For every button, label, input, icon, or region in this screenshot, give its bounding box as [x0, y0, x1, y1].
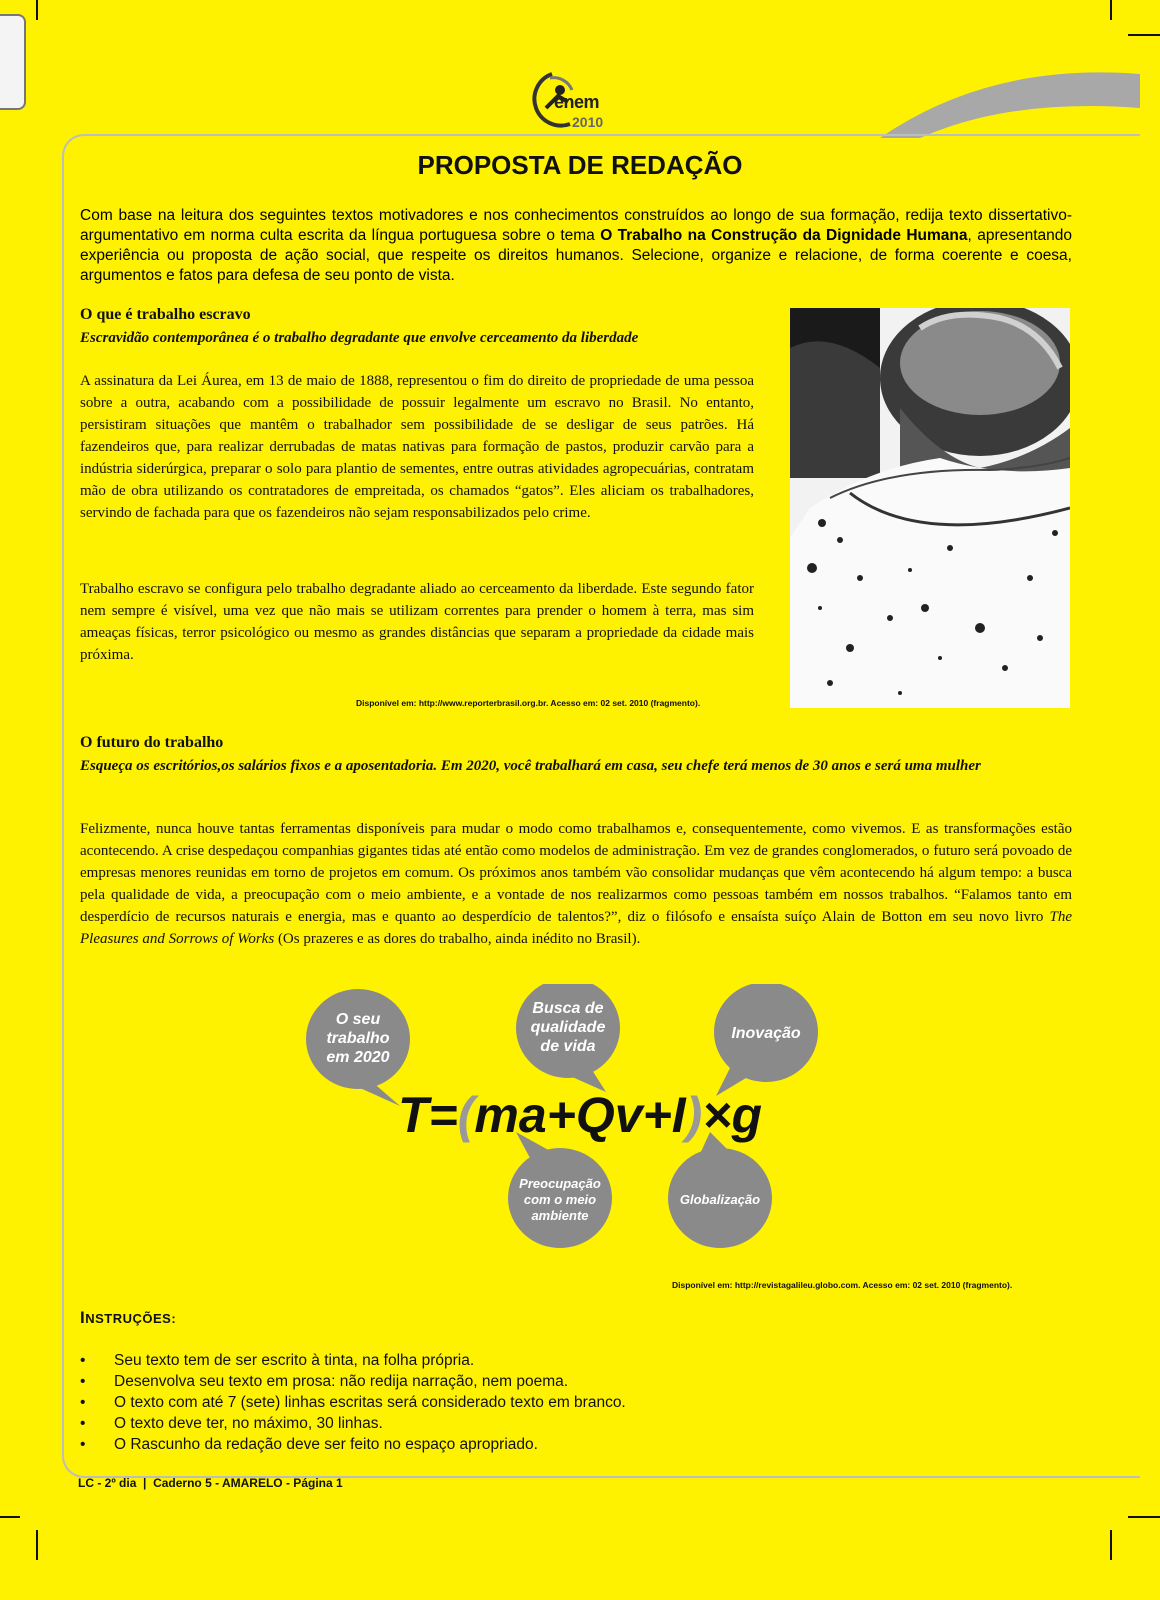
- logo-word: enem: [554, 92, 600, 112]
- instruction-text: O texto com até 7 (sete) linhas escritas será considerado texto em branco.: [114, 1394, 626, 1411]
- instruction-item: [80, 1413, 626, 1434]
- instruction-item: [80, 1371, 626, 1392]
- page-tab: [0, 14, 26, 110]
- bubble-globalizacao: [668, 1132, 772, 1248]
- bubble5-label: Globalização: [679, 1192, 761, 1207]
- bubble4-line2: com o meio: [523, 1192, 597, 1207]
- formula-open-paren: (: [457, 1087, 475, 1143]
- text1-subtitle: Escravidão contemporânea é o trabalho degradante que envolve cerceamento da liberdade: [80, 330, 639, 346]
- bullet-icon: •: [80, 1394, 86, 1411]
- instruction-text: O Rascunho da redação deve ser feito no espaço apropriado.: [114, 1436, 538, 1453]
- instructions-list: [80, 1350, 626, 1455]
- worker-back-illustration: [790, 308, 1070, 708]
- bubble4-line3: ambiente: [531, 1208, 589, 1223]
- text2-heading: O futuro do trabalho: [80, 734, 224, 751]
- bullet-icon: •: [80, 1415, 86, 1432]
- crop-mark: [36, 1530, 38, 1560]
- intro-text-2: , apresentando experiência ou proposta de ação social, que respeite os direitos humanos. Selecione, organize e relacione, de forma coerente e coesa, argumentos e fatos para defesa de seu ponto de vista.: [80, 227, 1073, 284]
- formula-close-paren: ): [685, 1087, 703, 1143]
- instruction-text: Seu texto tem de ser escrito à tinta, na folha própria.: [114, 1352, 475, 1369]
- instructions-heading-rest: NSTRUÇÕES:: [85, 1311, 177, 1326]
- intro-paragraph: [80, 206, 1072, 286]
- enem-logo: [522, 64, 626, 134]
- text2-credit: Disponível em: http://revistagalileu.globo.com. Acesso em: 02 set. 2010 (fragmento).: [672, 1280, 1013, 1290]
- crop-mark: [0, 1516, 20, 1518]
- text2-paragraph-end: (Os prazeres e as dores do trabalho, ainda inédito no Brasil).: [274, 931, 641, 947]
- instruction-text: Desenvolva seu texto em prosa: não redija narração, nem poema.: [114, 1373, 569, 1390]
- bullet-icon: •: [80, 1352, 86, 1369]
- formula-equation: [398, 1087, 762, 1143]
- decorative-swoosh: [880, 62, 1140, 142]
- book-title: The Pleasures and Sorrows of Works: [80, 909, 1072, 947]
- instruction-item: [80, 1434, 626, 1455]
- formula-tail: ×g: [702, 1087, 763, 1143]
- text1-paragraph-2: Trabalho escravo se configura pelo trabalho degradante aliado ao cerceamento da liberdade. Este segundo fator nem sempre é visível, uma vez que não mais se utilizam correntes para prender o homem à terra, mas sim ameaças físicas, terror psicológico ou mesmo as grandes distâncias que separam a propriedade da cidade mais próxima.: [80, 581, 754, 663]
- formula-t: T=: [398, 1087, 458, 1143]
- page-footer: LC - 2º dia | Caderno 5 - AMARELO - Página 1: [78, 1476, 343, 1490]
- crop-mark: [1110, 0, 1112, 20]
- crop-mark: [1110, 1530, 1112, 1560]
- text1-paragraph-1: A assinatura da Lei Áurea, em 13 de maio de 1888, representou o fim do direito de propriedade de uma pessoa sobre a outra, acabando com a possibilidade de possuir legalmente um escravo no Brasil. No entanto, persistiram situações que mantêm o trabalhador sem possibilidade de se desligar de seus patrões. Há fazendeiros que, para realizar derrubadas de matas nativas para formação de pastos, produzir carvão para a indústria siderúrgica, preparar o solo para plantio de sementes, entre outras atividades agropecuárias, contratam mão de obra utilizando os contratadores de empreitada, os chamados “gatos”. Eles aliciam os trabalhadores, servindo de fachada para que os fazendeiros não sejam responsabilizados pelo crime.: [80, 373, 754, 521]
- instruction-item: [80, 1350, 626, 1371]
- work-formula-graphic: [300, 984, 830, 1264]
- bubble3-label: Inovação: [731, 1025, 801, 1042]
- instruction-item: [80, 1392, 626, 1413]
- instructions-heading-initial: I: [80, 1308, 86, 1327]
- bubble4-line1: Preocupação: [519, 1176, 601, 1191]
- crop-mark: [1128, 1516, 1160, 1518]
- bubble1-line2: trabalho: [326, 1030, 390, 1047]
- instruction-text: O texto deve ter, no máximo, 30 linhas.: [114, 1415, 383, 1432]
- crop-mark: [36, 0, 38, 20]
- logo-year: 2010: [572, 114, 604, 130]
- bullet-icon: •: [80, 1373, 86, 1390]
- bubble1-line3: em 2020: [326, 1049, 390, 1066]
- text2-paragraph-text: Felizmente, nunca houve tantas ferramentas disponíveis para mudar o modo como trabalhamos e, consequentemente, como vivemos. E as transformações estão acontecendo. A crise despedaçou companhias gigantes tidas até então como modelos de administração. Em vez de grandes conglomerados, o futuro será povoado de empresas menores reunidas em torno de projetos em comum. Os próximos anos também vão consolidar mudanças que vêm acontecendo há algum tempo: a busca pela qualidade de vida, a preocupação com o meio ambiente, e a vontade de nos realizarmos como pessoas também em nossos trabalhos. “Falamos tanto em desperdício de recursos naturais e energia, mas e quanto ao desperdício de talentos?”, diz o filósofo e ensaísta suíço Alain de Botton em seu novo livro: [80, 821, 1072, 925]
- text1-credit: Disponível em: http://www.reporterbrasil.org.br. Acesso em: 02 set. 2010 (fragmento).: [356, 698, 701, 708]
- bubble2-line2: qualidade: [530, 1019, 606, 1036]
- crop-mark: [1128, 34, 1160, 36]
- bullet-icon: •: [80, 1436, 86, 1453]
- bubble1-line1: O seu: [335, 1011, 381, 1028]
- page-title: PROPOSTA DE REDAÇÃO: [417, 150, 743, 180]
- intro-theme: O Trabalho na Construção da Dignidade Humana: [600, 227, 968, 244]
- intro-text-1: Com base na leitura dos seguintes textos motivadores e nos conhecimentos construídos ao longo de sua formação, redija texto dissertativo-argumentativo em norma culta escrita da língua portuguesa sobre o tema: [80, 207, 1072, 244]
- bubble2-line1: Busca de: [532, 1000, 604, 1017]
- text1-heading: O que é trabalho escravo: [80, 306, 251, 323]
- bubble-seu-trabalho: [306, 989, 410, 1106]
- formula-body: ma+Qv+I: [474, 1087, 686, 1143]
- text2-subtitle: Esqueça os escritórios,os salários fixos e a aposentadoria. Em 2020, você trabalhará em casa, seu chefe terá menos de 30 anos e será uma mulher: [80, 758, 981, 774]
- instructions-heading: [80, 1308, 176, 1328]
- bubble2-line3: de vida: [540, 1038, 596, 1055]
- worker-back-photo: [790, 308, 1070, 708]
- text2-paragraph: [80, 818, 1072, 950]
